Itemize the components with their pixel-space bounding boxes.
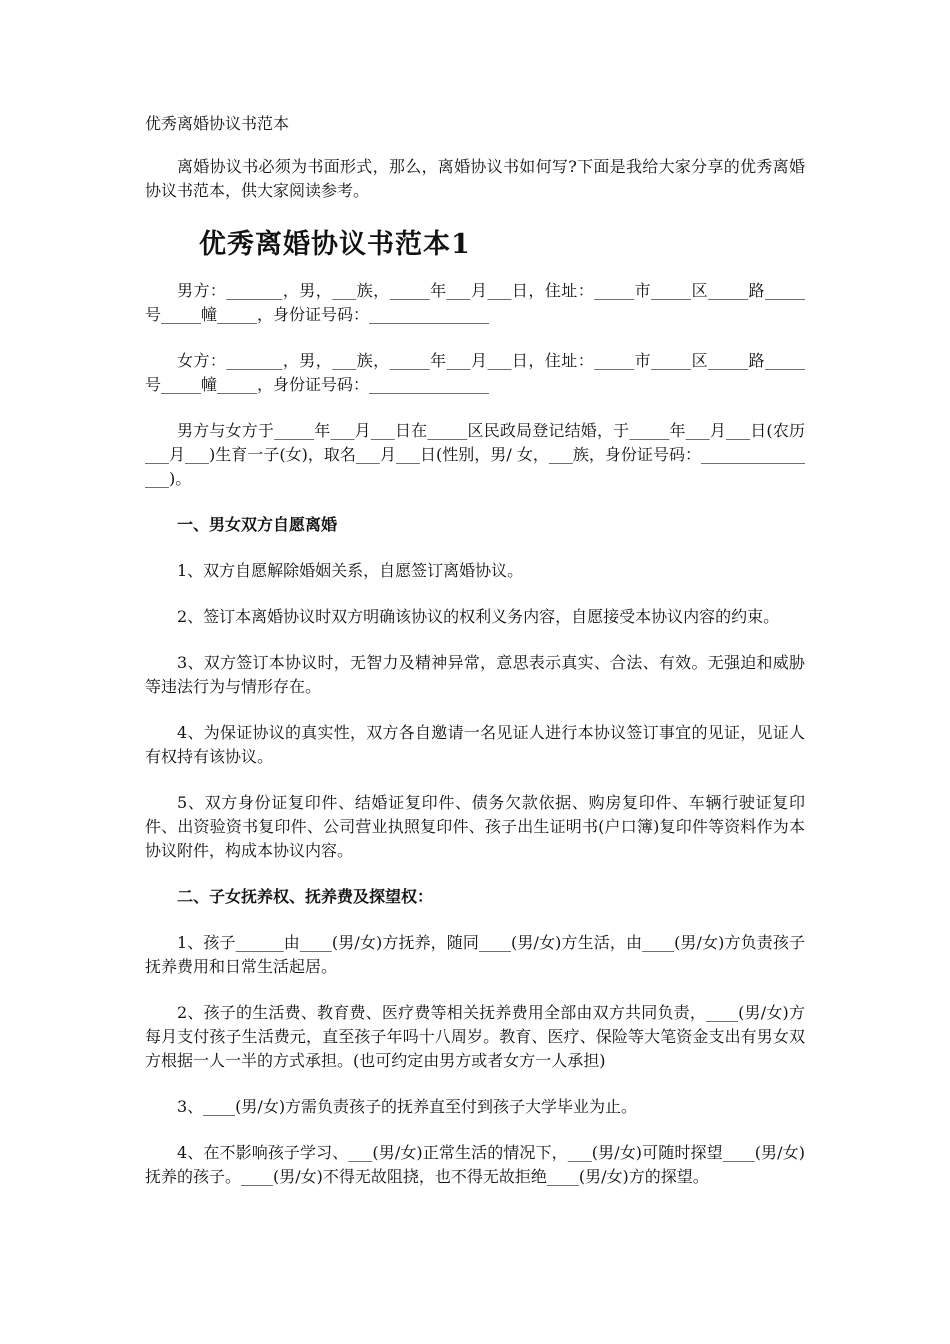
section-2-item-3: 3、____(男/女)方需负责孩子的抚养直至付到孩子大学毕业为止。 xyxy=(177,1097,638,1116)
section-2-item-4: 4、在不影响孩子学习、___(男/女)正常生活的情况下，___(男/女)可随时探望____(男/女)抚养的孩子。____(男/女)不得无故阻挠，也不得无故拒绝____(男/女)方的探望。 xyxy=(145,1143,805,1186)
section-1-item-3: 3、双方签订本协议时，无智力及精神异常，意思表示真实、合法、有效。无强迫和威胁等违法行为与情形存在。 xyxy=(145,653,805,696)
section-1-item-2: 2、签订本离婚协议时双方明确该协议的权利义务内容，自愿接受本协议内容的约束。 xyxy=(177,607,780,626)
agreement-heading: 优秀离婚协议书范本1 xyxy=(199,229,471,260)
section-2-item-2: 2、孩子的生活费、教育费、医疗费等相关抚养费用全部由双方共同负责，____(男/女)方每月支付孩子生活费元，直至孩子年吗十八周岁。教育、医疗、保险等大笔资金支出有男女双方根据一人一半的方式承担。(也可约定由男方或者女方一人承担) xyxy=(145,1003,805,1070)
section-2-item-1: 1、孩子______由____(男/女)方抚养，随同____(男/女)方生活，由____(男/女)方负责孩子抚养费用和日常生活起居。 xyxy=(145,933,805,976)
section-1-item-5: 5、双方身份证复印件、结婚证复印件、债务欠款依据、购房复印件、车辆行驶证复印件、出资验资书复印件、公司营业执照复印件、孩子出生证明书(户口簿)复印件等资料作为本协议附件，构成本协议内容。 xyxy=(145,793,805,860)
section-2-title: 二、子女抚养权、抚养费及探望权： xyxy=(177,887,434,906)
intro-paragraph: 离婚协议书必须为书面形式，那么，离婚协议书如何写?下面是我给大家分享的优秀离婚协议书范本，供大家阅读参考。 xyxy=(145,157,805,200)
section-1-item-4: 4、为保证协议的真实性，双方各自邀请一名见证人进行本协议签订事宜的见证，见证人有权持有该协议。 xyxy=(145,723,805,766)
male-party-info: 男方：_______，男，___族，_____年___月___日，住址：_____市_____区_____路_____号_____幢_____，身份证号码：_______________ xyxy=(145,281,805,324)
document-top-title: 优秀离婚协议书范本 xyxy=(145,114,290,133)
section-1-item-1: 1、双方自愿解除婚姻关系，自愿签订离婚协议。 xyxy=(177,561,524,580)
marriage-info-paragraph: 男方与女方于_____年___月___日在_____区民政局登记结婚，于_____年___月___日(农历___月___)生育一子(女)，取名___月___日(性别，男/ 女，___族，身份证号码：________________)。 xyxy=(145,421,805,488)
document-content xyxy=(145,112,805,1189)
female-party-info: 女方：_______，男，___族，_____年___月___日，住址：_____市_____区_____路_____号_____幢_____，身份证号码：_______________ xyxy=(145,351,805,394)
section-1-title: 一、男女双方自愿离婚 xyxy=(177,515,338,534)
